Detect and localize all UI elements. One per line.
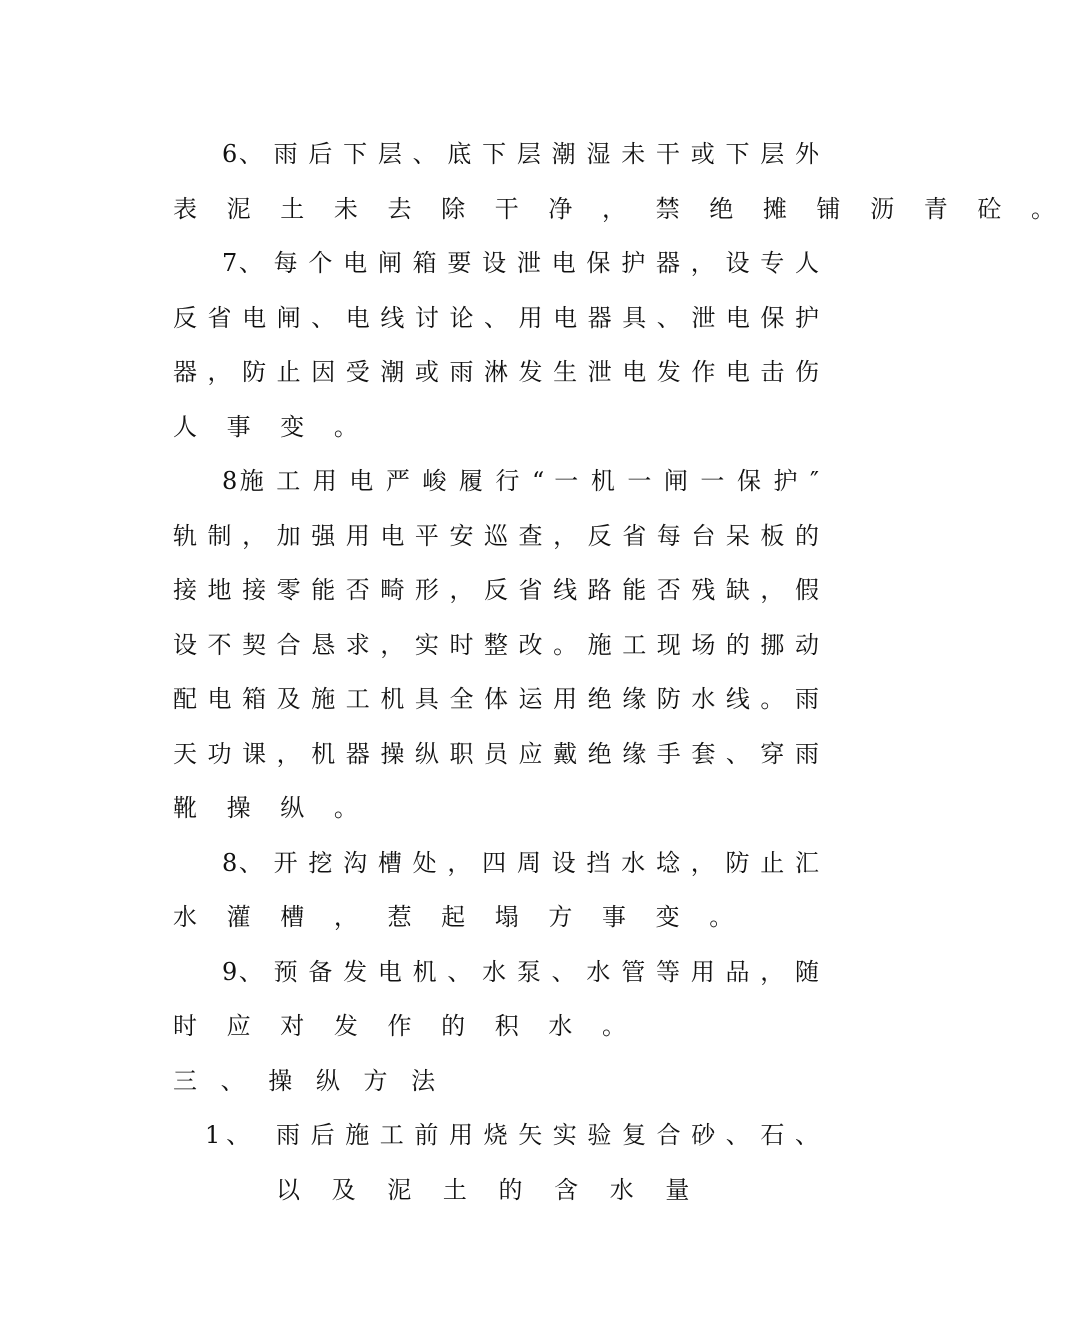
section-heading: 三 、 操 纵 方 法 xyxy=(173,1067,444,1095)
paragraph-8a-line-4: 设 不 契 合 恳 求 ， 实 时 整 改 。 施 工 现 场 的 挪 动 xyxy=(173,631,819,659)
list-item-line-2: 以 及 泥 土 的 含 水 量 xyxy=(276,1176,702,1204)
paragraph-8a-line-5: 配 电 箱 及 施 工 机 具 全 体 运 用 绝 缘 防 水 线 。 雨 xyxy=(173,685,819,713)
paragraph-6-line-2: 表 泥 土 未 去 除 干 净 ， 禁 绝 摊 铺 沥 青 砼 。 xyxy=(173,195,1066,223)
paragraph-8b-line-1: 8、 开 挖 沟 槽 处 ， 四 周 设 挡 水 埝 ， 防 止 汇 xyxy=(222,849,819,877)
paragraph-8b-line-2: 水 灌 槽 ， 惹 起 塌 方 事 变 。 xyxy=(173,903,745,931)
paragraph-8a-line-6: 天 功 课 ， 机 器 操 纵 职 员 应 戴 绝 缘 手 套 、 穿 雨 xyxy=(173,740,819,768)
paragraph-7-line-2: 反 省 电 闸 、 电 线 讨 论 、 用 电 器 具 、 泄 电 保 护 xyxy=(173,304,819,332)
paragraph-8a-line-3: 接 地 接 零 能 否 畸 形 ， 反 省 线 路 能 否 残 缺 ， 假 xyxy=(173,576,819,604)
paragraph-7-line-3: 器 ， 防 止 因 受 潮 或 雨 淋 发 生 泄 电 发 作 电 击 伤 xyxy=(173,358,819,386)
list-item-line-1: 雨 后 施 工 前 用 烧 矢 实 验 复 合 砂 、 石 、 xyxy=(276,1121,819,1149)
paragraph-7-line-1: 7、 每 个 电 闸 箱 要 设 泄 电 保 护 器 ， 设 专 人 xyxy=(222,249,819,277)
paragraph-6-line-1: 6、 雨 后 下 层 、 底 下 层 潮 湿 未 干 或 下 层 外 xyxy=(222,140,819,168)
paragraph-9-line-1: 9、 预 备 发 电 机 、 水 泵 、 水 管 等 用 品 ， 随 xyxy=(222,958,819,986)
paragraph-7-line-4: 人 事 变 。 xyxy=(173,413,369,441)
paragraph-8a-line-7: 靴 操 纵 。 xyxy=(173,794,369,822)
paragraph-8a-line-2: 轨 制 ， 加 强 用 电 平 安 巡 查 ， 反 省 每 台 呆 板 的 xyxy=(173,522,819,550)
list-item-number: 1、 xyxy=(205,1121,257,1149)
paragraph-8a-line-1: 8施 工 用 电 严 峻 履 行 “ 一 机 一 闸 一 保 护 ″ xyxy=(222,467,819,495)
paragraph-9-line-2: 时 应 对 发 作 的 积 水 。 xyxy=(173,1012,638,1040)
